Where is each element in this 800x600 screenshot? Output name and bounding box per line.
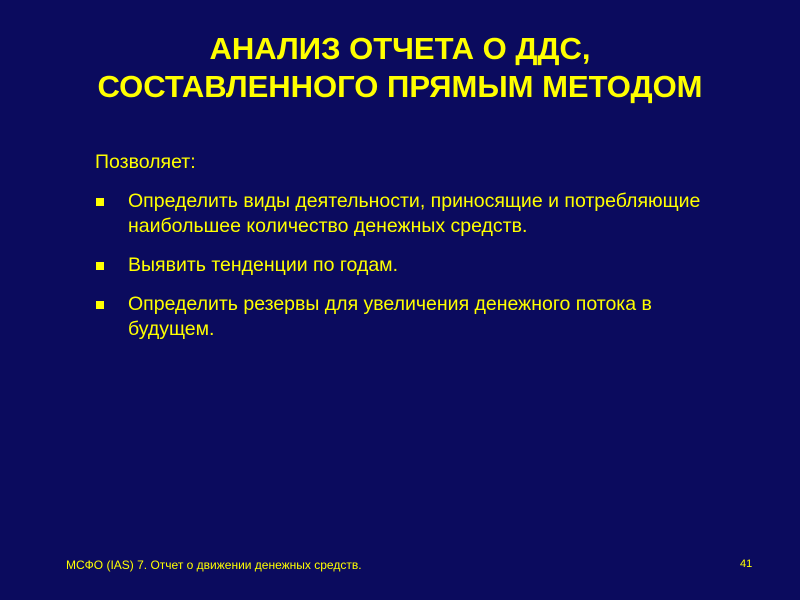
bullet-text: Определить резервы для увеличения денежного потока в будущем. [128, 293, 652, 340]
square-bullet-icon [96, 198, 104, 206]
square-bullet-icon [96, 301, 104, 309]
slide-title-line-2: СОСТАВЛЕННОГО ПРЯМЫМ МЕТОДОМ [97, 69, 703, 104]
bullet-item [95, 253, 725, 278]
square-bullet-icon [96, 262, 104, 270]
slide-title-line-1: АНАЛИЗ ОТЧЕТА О ДДС, [209, 31, 591, 66]
intro-text: Позволяет: [95, 151, 196, 173]
slide-title [0, 30, 800, 106]
bullet-item [95, 292, 725, 342]
slide-footer: МСФО (IAS) 7. Отчет о движении денежных средств. [66, 558, 362, 572]
bullet-text: Определить виды деятельности, приносящие и потребляющие наибольшее количество денежных средств. [128, 190, 701, 237]
page-number: 41 [740, 558, 753, 570]
bullet-item [95, 189, 725, 239]
slide-body [95, 150, 725, 356]
bullet-text: Выявить тенденции по годам. [128, 254, 399, 276]
bullet-list [95, 189, 725, 342]
